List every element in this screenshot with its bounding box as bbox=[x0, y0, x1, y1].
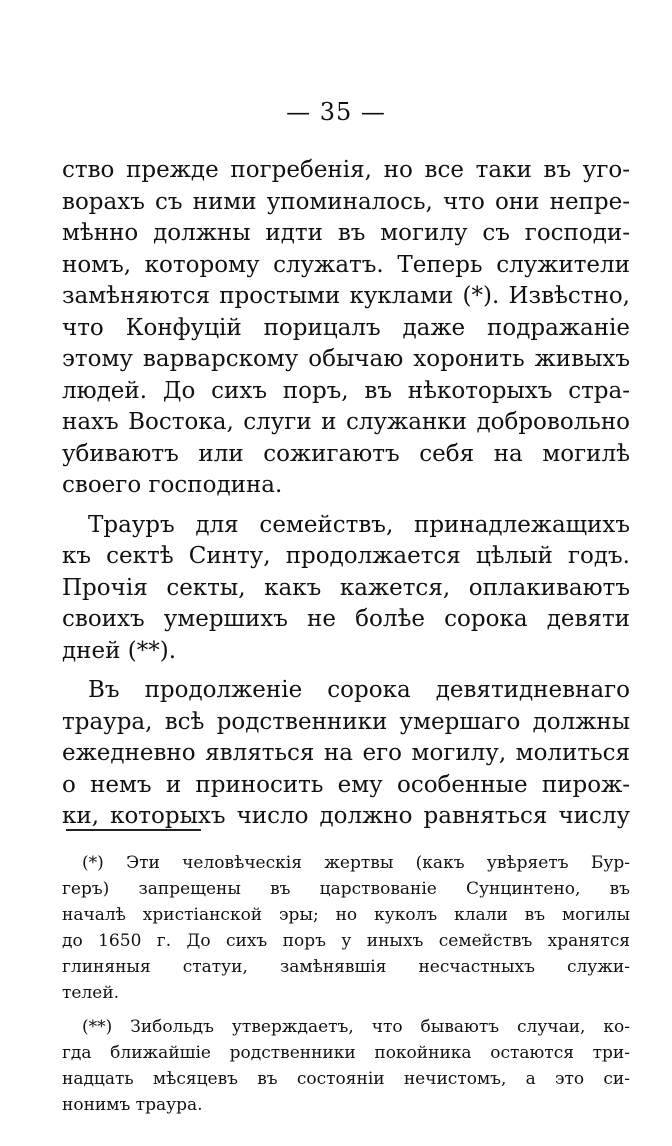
paragraph-gap bbox=[62, 502, 630, 510]
page-number: — 35 — bbox=[286, 98, 386, 126]
footnote-line: гда ближайшіе родственники покойника остаются три- bbox=[62, 1043, 630, 1063]
footnote-line: началѣ христіанской эры; но куколъ клали въ могилы bbox=[62, 905, 630, 925]
footnote-divider bbox=[66, 829, 201, 831]
text-line: своего господина. bbox=[62, 472, 283, 498]
footnote-line: телей. bbox=[62, 983, 120, 1003]
footnote-line: глиняныя статуи, замѣнявшія несчастныхъ служи- bbox=[62, 957, 630, 977]
paragraph-gap bbox=[62, 667, 630, 675]
footnote-line: до 1650 г. До сихъ поръ у иныхъ семействъ хранятся bbox=[62, 931, 630, 951]
text-line: Трауръ для семействъ, принадлежащихъ bbox=[88, 511, 630, 538]
text-line: нахъ Востока, слуги и служанки добровольно bbox=[62, 409, 630, 435]
footnote-line: геръ) запрещены въ царствованіе Сунцинтено, въ bbox=[62, 879, 630, 899]
footnotes bbox=[62, 850, 630, 1118]
footnote-line: (*) Эти человѣческія жертвы (какъ увѣряетъ Бур- bbox=[82, 853, 630, 873]
text-line: ство прежде погребенія, но все таки въ уго- bbox=[62, 157, 630, 183]
text-line: что Конфуцій порицалъ даже подражаніе bbox=[62, 314, 630, 341]
text-line: номъ, которому служатъ. Теперь служители bbox=[62, 251, 630, 278]
text-line: мѣнно должны идти въ могилу съ господи- bbox=[62, 220, 630, 246]
footnote-line: нонимъ траура. bbox=[62, 1095, 203, 1115]
text-line: Прочія секты, какъ кажется, оплакиваютъ bbox=[62, 574, 630, 601]
text-line: своихъ умершихъ не болѣе сорока девяти bbox=[62, 606, 630, 632]
text-line: о немъ и приносить ему особенные пирож- bbox=[62, 771, 630, 798]
footnote-line: (**) Зибольдъ утверждаетъ, что бываютъ случаи, ко- bbox=[82, 1017, 630, 1037]
text-line: ежедневно являться на его могилу, молиться bbox=[62, 740, 630, 766]
text-line: замѣняются простыми куклами (*). Извѣстно, bbox=[62, 283, 630, 309]
text-line: этому варварскому обычаю хоронить живыхъ bbox=[62, 346, 630, 372]
text-line: къ сектѣ Синту, продолжается цѣлый годъ. bbox=[62, 543, 630, 569]
footnote-gap bbox=[62, 1006, 630, 1014]
text-line: траура, всѣ родственники умершаго должны bbox=[62, 708, 630, 735]
footnote-line: надцать мѣсяцевъ въ состояніи нечистомъ, а это си- bbox=[62, 1069, 630, 1089]
text-line: дней (**). bbox=[62, 637, 177, 664]
text-line: убиваютъ или сожигаютъ себя на могилѣ bbox=[62, 440, 630, 467]
text-line: ки, которыхъ число должно равняться числу bbox=[62, 803, 630, 829]
text-line: ворахъ съ ними упоминалось, что они непре- bbox=[62, 188, 630, 215]
text-line: Въ продолженіе сорока девятидневнаго bbox=[88, 677, 630, 703]
text-line: людей. До сихъ поръ, въ нѣкоторыхъ стра- bbox=[62, 377, 630, 404]
main-text bbox=[62, 155, 630, 833]
